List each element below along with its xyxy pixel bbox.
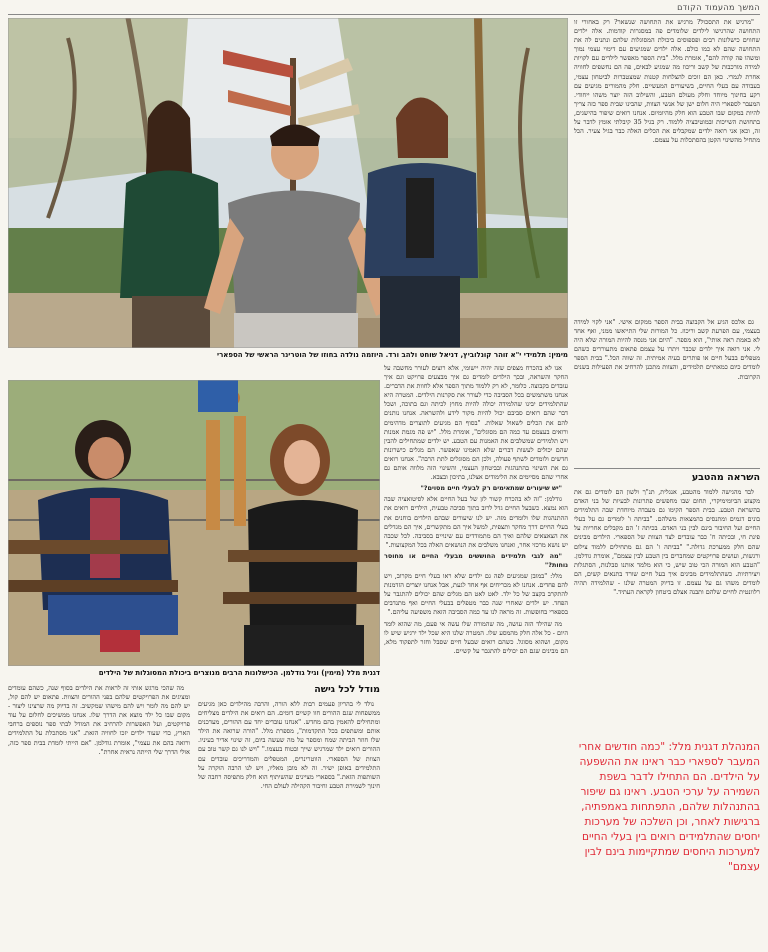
paragraph: לבד מהגישה ללמוד מהטבע, אנגלית, תנ"ך ולשון הם לומדים גם את מקצוע הביומימיקרי, תחום שבו מחפשים פתרונות לבעיות של בני האדם בהשראת הטבע. בבית הספר הקימו גם מעבדה מיוחדת שבה התלמידים בונים דגמים ומתנסים בהמצאות משלהם. "בביתה ו' לומדים גם על בעלי החיים ועל החיבור בינם לבין בני האדם. בכיתה ז' הם מקבלים אחריות על פינת חי, ובכיתה ח' כבר עובדים לצד הצוות של הספארי. הילדים מבינים שהם חלק ממערכת גדולה." "בביתה ו' הם גם מתחילים ללמוד צילום ורגשות, ועושים פרויקטים שמחברים בין הטבע לבין עצמם", אומרת גודלמן. "הטבע הוא המורה הכי טוב שיש, כי הוא מלמד אותנו סבלנות, הסתגלות ויצירתיות. כשהתלמידים מבינים איך בעל חיים שורד בתנאים קשים, הם לומדים משהו גם על עצמם. זו בדיוק המטרה שלנו - שהלמידה תהיה רלוונטית לחיים שלהם ותבנה אצלם ביטחון לקראת העתיד." <box>574 488 760 597</box>
paragraph: גודלמן: "זה לא בהכרח קשור לזן של בעל החיים אלא לסיטואציה שבה הוא נמצא. כשבעל החיים גדל לרוב בתוך סביבה טבעית, הילדים רואים את ההתנהגות שלו ולומדים מזה. יש לנו שיעורים שבהם הילדים בוחנים את בעלי החיים דרך מחקר ותצפית, למשל איך הם מתקשרים, איך הם מגדלים את הצאצאים שלהם ואיך הם מתמודדים עם שינויים בסביבה. לכל שכבה יש נושא מרכזי אחר, ואנחנו משלבים את הנושאים האלה בכל המקצועות." <box>384 495 568 549</box>
students-photo <box>8 18 568 348</box>
question: "מה לגבי תלמידים החוששים מבעלי החיים או מחוסר נוחות?" <box>384 551 568 569</box>
article-text-left-b <box>8 684 190 946</box>
article-text-middle <box>384 364 568 944</box>
subhead-inspiration: השראה מהטבע <box>691 472 760 483</box>
header-rule <box>8 14 760 15</box>
paragraph: מלל: "במובן שמגיעים לפה גם ילדים שלא ראו בעלי חיים מקרוב, ויש להם פחדים. אנחנו לא מכריחים אף אחד לגעת, אבל אנחנו יוצרים הזדמנות להתקרב בקצב של כל ילד. לאט לאט הם מגלים שהם יכולים להתגבר על הפחד. יש ילדים שאחרי שנה כבר מטפלים בבעלי החיים ואף מתנדבים בספארי בחופשות. זה מראה לנו עד כמה הסביבה הזאת משפיעה עליהם." <box>384 572 568 617</box>
article-text-right-mid <box>574 318 760 464</box>
teachers-photo-image <box>8 380 380 666</box>
question: "יש שיעורים שמתאימים רק לבעלי חיים מסוים?" <box>420 484 562 493</box>
subhead-bond: מודל לכל גישה <box>314 684 380 695</box>
top-photo-caption: מימין: תלמידי י"א זוהר קונלוביץ, דניאל שוחט ולהב ורד. היוזמה נולדה בחוזו של הוטרינר הראשי של הספארי <box>217 351 568 359</box>
article-text-right-bottom <box>574 488 760 728</box>
bottom-photo-caption: דגנית מלל (מימין) וגיל גודלמן. הכישלונות הרבים מנוצרים ביכולת המסוגלות של הילדים <box>98 669 380 677</box>
paragraph: מה שהכי מרגש אותי זה לראות את הילדים בסוף שנה, כשהם עומדים ומציגים את הפרויקטים שלהם בפני ההורים והצוות. פתאום יש להם קול, יש להם מה לומר ויש להם מישהו שמקשיב. זה בדיוק מה שרצינו ליצור - מקום שבו כל ילד מוצא את הדרך שלו. אנחנו ממשיכים לחלום על עוד פרויקטים, ועל האפשרות להרחיב את המודל לבתי ספר נוספים ברחבי הארץ, כדי שעוד ילדים יזכו לחוויה הזאת. "אני מסתכלת על התלמידים ורואה בהם את עצמי", אומרת גודלמן. "אם הייתי לומדת בבית ספר כזה, אולי הדרך שלי הייתה נראית אחרת". <box>8 684 190 756</box>
section-rule <box>574 468 760 469</box>
teachers-photo <box>8 380 380 666</box>
pull-quote: המנהלת דגנית מלל: "כמה חודשים אחרי המעבר לספארי כבר ראינו את ההשפעה על הילדים. הם התחילו לדבר בשפת השמירה על ערכי הטבע. ראינו גם שיפור בהתנהלות שלהם, התפתחות באמפתיה, ברגישות לאחר, וכן השלכה של מערכות יחסים שהתלמידים רואים בין בעלי החיים למערכות היחסים שמתקיימות בינם לבין עצמם" <box>578 741 760 873</box>
students-photo-image <box>8 18 568 348</box>
continued-header: המשך מהעמוד הקודם <box>677 3 760 12</box>
paragraph: אנו לא בהכרח מצפים שזה יהיה יישומי, אלא רוצים לעורר מחשבה על החקר והשראה, ובכך הילדים לומדים גם איך מבצעים פרויקט וגם איך עובדים בקבוצה. כלומר, לא רק ללמוד מתוך הספר אלא לחוות את הדברים. אנחנו משתמשים בכל הסביבה כדי לעורר את סקרנות הילדים. המטרה היא שהתלמידים יבינו שהלמידה יכולה להיות מחוץ לכיתה וגם בתוכה, ושכל דבר שהם רואים סביבם יכול להיות מקור לידע ולהשראה. אנחנו נותנים להם את הכלים לשאול שאלות. "בסוף הם מגיעים לתוצרים מדהימים ורואים בעצמם עד כמה הם מסוגלים", אומרת מלל. "יש פה מגמת אמנות ויש תלמידים שמשלבים את האמנות עם הטבע. יש ילדים שמתחילים להבין שהם יכולים לעשות דברים שלא האמינו שאפשר. הם מגלים כישרונות חדשים ולומדים לשתף פעולה, ולכן הם מסוגלים לתת הרבה". אנחנו רואים גם את השינוי בהתנהגות ובביטחון העצמי, והשינוי הזה מלווה אותם גם אחרי שהם מסיימים את הלימודים אצלנו, בתיכון ובצבא. <box>384 364 568 482</box>
paragraph: נולד לי בהריון פעמים רבות ללא הורה, והרבה מהילדים כאן מגיעים ממשפחות שגם ההורים חוו קשיים דומים. הם רואים את הילדים מצליחים ומתחילים להאמין בהם מחדש. "אנחנו עובדים יחד עם ההורים, מעדכנים אותם ומשתפים בכל התקדמות", מספרת מלל. "הורה שרואה את הילד שלו חוזר הביתה שמח ומספר על מה שעשה ביום, זה שינוי אדיר בעיניו. ההורים רואים ילד שמרגיש שייך ובטוח בעצמו." "ויש לנו גם קשר טוב עם הצוות של הספארי. הווטרינרים, המטפלים והמדריכים עובדים עם התלמידים באופן ישיר. זה לא מובן מאליו, ויש לנו הרבה הוקרה על השותפות הזאת." בספארי מציינים שהשיתוף הוא חלק מתפיסה רחבה של חינוך לשמירת הטבע וחיבור הקהילה לעולם החי. <box>198 700 380 790</box>
article-text-left-a <box>198 700 380 946</box>
article-text-right-top <box>574 18 760 318</box>
paragraph: מה שהילד הזה עושה, מה שהמורה שלו עשה אי פעם, מה שהוא לומד היום - כל אלה חלק מהמסע שלו. המטרה שלנו היא שכל ילד ירגיש שיש לו מקום, ושהוא מסוגל. כשהם רואים שבעל חיים שסבל וחזר לתפקוד מלא, הם מבינים שגם הם יכולים להתגבר על קשיים. <box>384 619 568 655</box>
paragraph: גם אלכס הגיע אל הקבוצה בבית הספר ממקום אישי. "אני לקוי למידה בעצמי, עם הפרעת קשב וריכוז. כל המורות שלי התייאשו ממני, ואף אחד לא באמת ראה אותי", הוא מספר. "היום אני מנסה להיות המורה שלא היה לי. אני רואה איך ילדים שכבר ויתרו על עצמם פתאום מתעוררים כשהם מטפלים בבעל חיים או פותרים בעיה אמיתית. זה שווה הכל." בבית הספר לומדים כיום כמאתיים תלמידים, והצוות מתכנן להרחיב את הפעילות בשנים הקרובות. <box>574 318 760 381</box>
paragraph: "מרגיש את התסכול? מרגיש את התחושה שנשאר? רק באחורי זו התחושה שהרגישו לילדים שלומדים פה במסגרות קודמות. אלה ילדים שחווים כישלונות רבים ופספוסים ביכולת המסוגלות שלהם ונתנים לה את התחושה שהם לא כמו כולם. אלה ילדים שמגיעים עם דימוי עצמי נמוך ומשהו פה קורה להם", אומרת מלל. "בית הספר מאפשר לילדים עם לקויות למידה מורכבות של קשב וריכוז מה שמגיע לבאים, פה הם נחשפים לחוויה אחרת לגמרי. כאן הם זוכים להצלחות קטנות שמצטברות לביטחון עצמי, בעבודה עם בעלי החיים, בשיעורים המעשיים. חלק מהמורים מגיעים עם רקע בחינוך מיוחד וחלק מעולם הטבע, והשילוב הזה יוצר משהו ייחודי. המעבר לספארי היה חלום ישן של אנשי הצוות, שהבינו שבית ספר כזה צריך להיות במקום שבו הטבע הוא חלק מהיומיום. אנחנו רואים שיפור בהישגים, בתחושת השייכות ובמוטיבציה ללמוד. רק בגיל 35 קיבלתי אומץ לדבר על זה, וכאן אני רואה ילדים שמקבלים את הכלים האלה כבר בגיל צעיר. הכל מתחיל מהשינוי הקטן בהסתכלות על עצמם. <box>574 18 760 145</box>
